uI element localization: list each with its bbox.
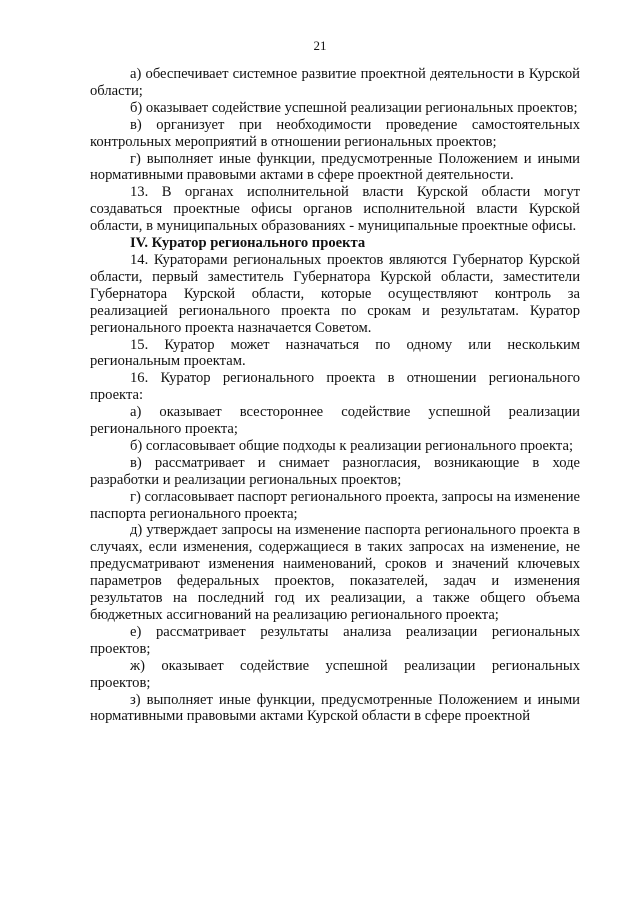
- paragraph: а) оказывает всестороннее содействие успешной реализации регионального проекта;: [90, 404, 580, 438]
- paragraph: 16. Куратор регионального проекта в отношении регионального проекта:: [90, 370, 580, 404]
- paragraph: 14. Кураторами региональных проектов являются Губернатор Курской области, первый заместитель Губернатора Курской области, заместители Губернатора Курской области, которые осуществляют контроль за реализацией регионального проекта по срокам и результатам. Куратор регионального проекта назначается Советом.: [90, 251, 580, 336]
- page-number: 21: [313, 38, 327, 53]
- paragraph: а) обеспечивает системное развитие проектной деятельности в Курской области;: [90, 66, 580, 99]
- section-heading: IV. Куратор регионального проекта: [130, 235, 366, 252]
- paragraph: е) рассматривает результаты анализа реализации региональных проектов;: [90, 623, 580, 657]
- document-body: [90, 66, 580, 725]
- paragraph: д) утверждает запросы на изменение паспорта регионального проекта в случаях, если изменения, содержащиеся в таких запросах на изменение, не предусматривают изменения наименований, сроков и значений ключевых параметров федеральных проектов, показателей, задач и изменения результатов на последний год их реализации, а также общего объема бюджетных ассигнований на реализацию регионального проекта;: [90, 522, 580, 623]
- paragraph: з) выполняет иные функции, предусмотренные Положением и иными нормативными правовыми актами Курской области в сфере проектной: [90, 691, 580, 725]
- paragraph: г) согласовывает паспорт регионального проекта, запросы на изменение паспорта регионального проекта;: [90, 488, 580, 522]
- paragraph: 15. Куратор может назначаться по одному или нескольким региональным проектам.: [90, 336, 580, 370]
- paragraph: б) оказывает содействие успешной реализации региональных проектов;: [130, 99, 578, 116]
- paragraph: ж) оказывает содействие успешной реализации региональных проектов;: [90, 657, 580, 691]
- paragraph: б) согласовывает общие подходы к реализации регионального проекта;: [130, 437, 574, 454]
- paragraph: в) рассматривает и снимает разногласия, возникающие в ходе разработки и реализации региональных проектов;: [90, 454, 580, 488]
- paragraph: 13. В органах исполнительной власти Курской области могут создаваться проектные офисы органов исполнительной власти Курской области, в муниципальных образованиях - муниципальные проектные офисы.: [90, 184, 580, 235]
- paragraph: в) организует при необходимости проведение самостоятельных контрольных мероприятий в отношении региональных проектов;: [90, 116, 580, 150]
- paragraph: г) выполняет иные функции, предусмотренные Положением и иными нормативными правовыми актами в сфере проектной деятельности.: [90, 150, 580, 184]
